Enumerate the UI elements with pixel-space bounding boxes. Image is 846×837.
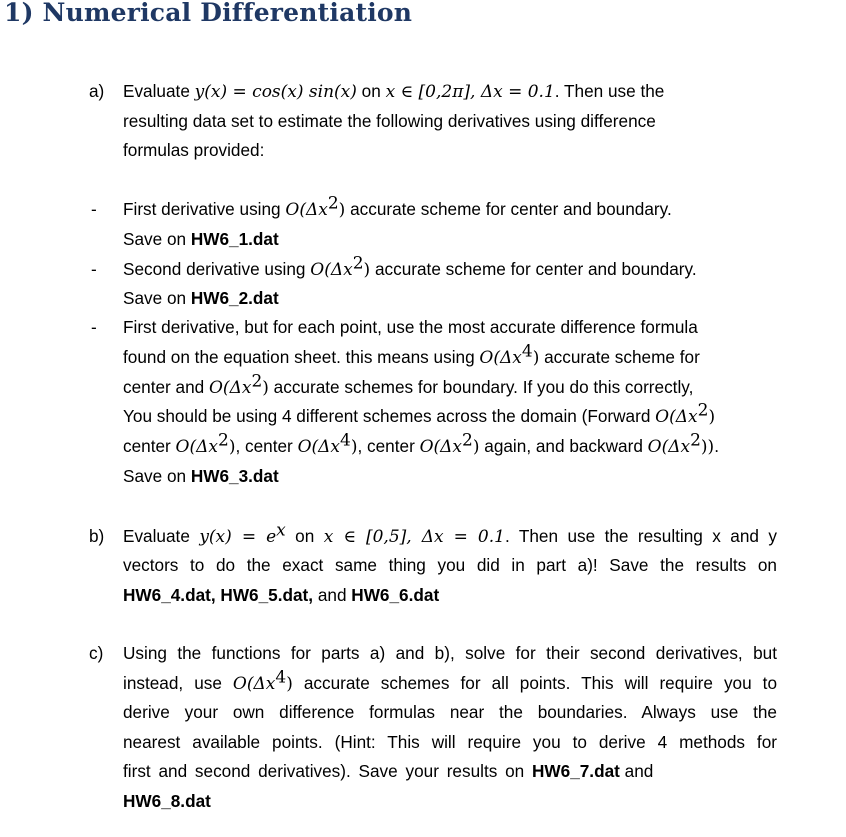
bullet-1-line-1: First derivative using $O(\Delta x^2)$ accurate scheme for center and boundary. (123, 193, 672, 220)
bullet-3-line-3: center and $O(\Delta x^2)$ accurate schemes for boundary. If you do this correctly, (123, 371, 694, 398)
bullet-2-line-1: Second derivative using $O(\Delta x^2)$ accurate scheme for center and boundary. (123, 253, 697, 280)
filename: HW6_2.dat (190, 288, 279, 308)
part-b-line-1: Evaluate $y(x) = e^x$ on x ∈ [0,5], Δx = 0.1. Then use the resulting x and y (123, 520, 777, 547)
part-c-line-3: derive your own difference formulas near the boundaries. Always use the (123, 702, 777, 722)
bullet-1-line-2: Save on HW6_1.dat (123, 229, 279, 249)
filename: HW6_3.dat (190, 466, 279, 486)
filename: HW6_4.dat, HW6_5.dat, (123, 585, 314, 605)
part-a-line-2: resulting data set to estimate the following derivatives using difference (123, 111, 656, 131)
bullet-marker: - (91, 259, 97, 279)
part-b-marker: b) (89, 526, 105, 546)
equation: y(x) = cos(x) sin(x) (194, 82, 357, 102)
part-c-marker: c) (89, 643, 104, 663)
part-c-line-4: nearest available points. (Hint: This will require you to derive 4 methods for (123, 732, 777, 752)
bullet-2-line-2: Save on HW6_2.dat (123, 288, 279, 308)
part-a-marker: a) (89, 81, 105, 101)
part-b-line-3: HW6_4.dat, HW6_5.dat, and HW6_6.dat (123, 585, 440, 605)
bullet-3-line-2: found on the equation sheet. this means using $O(\Delta x^4)$ accurate scheme for (123, 341, 700, 368)
bullet-marker: - (91, 199, 97, 219)
bullet-3-line-4: You should be using 4 different schemes across the domain (Forward $O(\Delta x^2)$ (123, 400, 716, 427)
domain: x ∈ [0,2π], Δx = 0.1 (385, 82, 555, 102)
filename: HW6_6.dat (351, 585, 440, 605)
part-c-line-6 (123, 790, 777, 812)
filename: HW6_8.dat (123, 791, 211, 811)
bullet-marker: - (91, 317, 97, 337)
part-c-line-2: instead, use $O(\Delta x^4)$ accurate schemes for all points. This will require you to (123, 667, 777, 694)
part-a-line-3: formulas provided: (123, 140, 265, 160)
filename: HW6_1.dat (190, 229, 279, 249)
part-c-line-5: first and second derivatives). Save your results on HW6_7.dat and (123, 761, 654, 781)
bullet-3-line-6: Save on HW6_3.dat (123, 466, 279, 486)
part-c-line-1: Using the functions for parts a) and b), solve for their second derivatives, but (123, 643, 777, 663)
bullet-3-line-1: First derivative, but for each point, use the most accurate difference formula (123, 317, 698, 337)
section-title: 1) Numerical Differentiation (4, 0, 413, 27)
bullet-3-line-5: center $O(\Delta x^2)$, center $O(\Delta x^4)$, center $O(\Delta x^2)$ again, and backward $O(\Delta x^2)$). (123, 430, 719, 457)
part-b-line-2: vectors to do the exact same thing you did in part a)! Save the results on (123, 555, 777, 575)
filename: HW6_7.dat (532, 761, 620, 781)
part-a-line-1: Evaluate y(x) = cos(x) sin(x) on x ∈ [0,2π], Δx = 0.1. Then use the (123, 81, 665, 102)
